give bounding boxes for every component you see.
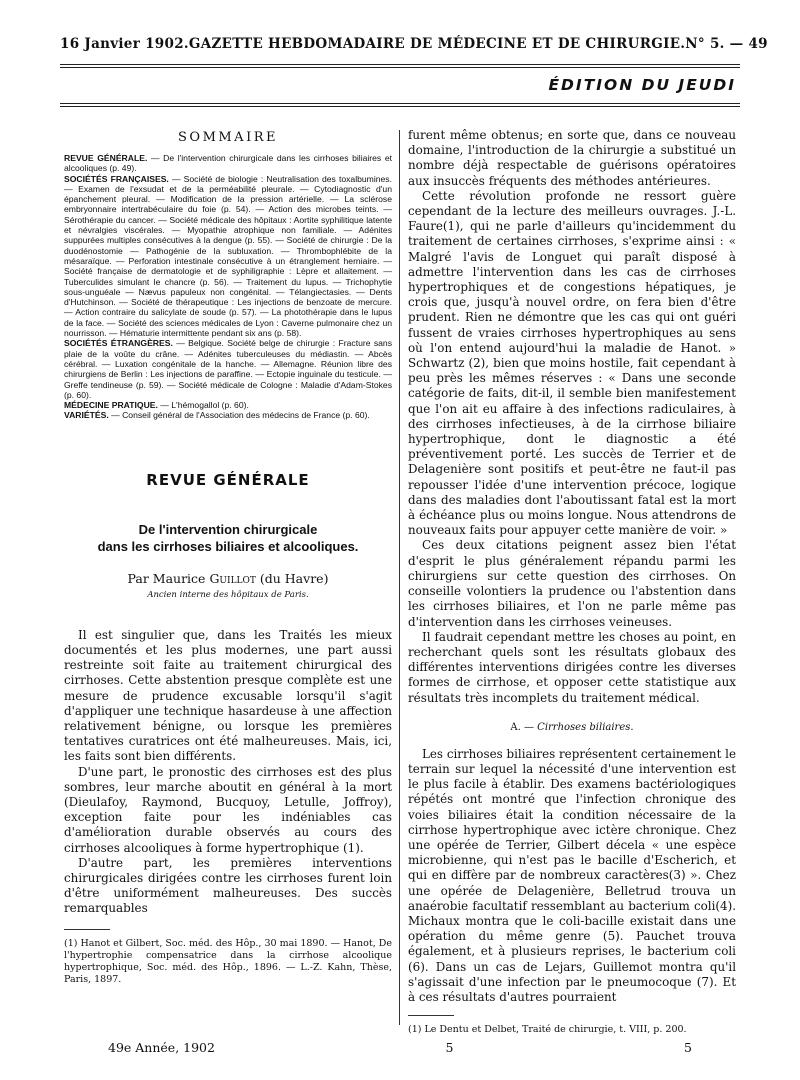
sommaire-entry-text: — De l'intervention chirurgicale dans les cirrhoses biliaires et alcooliques (p. 49). bbox=[64, 153, 392, 174]
sommaire-entry-head: SOCIÉTÉS FRANÇAISES. bbox=[64, 173, 169, 184]
sommaire-title: SOMMAIRE bbox=[178, 130, 278, 145]
subsection-heading bbox=[408, 722, 736, 733]
sommaire-entry-text: — L'hémogallol (p. 60). bbox=[157, 400, 249, 411]
sommaire-list bbox=[64, 153, 392, 421]
paragraph: Cette révolution profonde ne ressort guère cependant de la lecture des meilleurs ouvrages. J.-L. Faure(1), qui ne parle d'ailleurs qu'incidemment du traitement de certaines cirrhoses, s'exprime ainsi : « Malgré l'avis de Longuet qui paraît disposé à admettre l'intervention dans les cas de cirrhoses hypertrophiques et de congestions hépatiques, je crois que, jusqu'à nouvel ordre, on fera bien d'être prudent. Rien ne démontre que les cas qui ont guéri fussent de vraies cirrhoses hypertrophiques au sens où l'on entend aujourd'hui la maladie de Hanot. » Schwartz (2), bien que moins hostile, fait cependant à peu près les mêmes réserves : « Dans une seconde catégorie de faits, dit-il, il semble bien manifestement que l'on ait eu affaire à des infections radiculaires, à des cirrhoses infectieuses, à de la cirrhose biliaire hypertrophique, dont le diagnostic a été préventivement porté. Les succès de Terrier et de Delagenière sont positifs et peut-être ne faut-il pas repousser l'idée d'une intervention précoce, logique dans des maladies dont l'aboutissant fatal est la mort à échéance plus ou moins longue. Nous attendrons de nouveaux faits pour appuyer cette manière de voir. » bbox=[408, 188, 736, 538]
author-suffix: (du Havre) bbox=[255, 570, 329, 586]
article-title-line: De l'intervention chirurgicale bbox=[138, 521, 318, 537]
article-title bbox=[64, 521, 392, 555]
sommaire-entry-head: REVUE GÉNÉRALE. bbox=[64, 153, 148, 163]
edition-rule-bottom bbox=[60, 106, 740, 107]
sommaire-entry bbox=[64, 400, 392, 410]
paragraph: furent même obtenus; en sorte que, dans ce nouveau domaine, l'introduction de la chirurgie a substitué un nombre déjà respectable de guérisons opératoires aux insuccès fréquents des méthodes antérieures. bbox=[408, 128, 736, 188]
article-body-left bbox=[64, 628, 392, 917]
paragraph: D'une part, le pronostic des cirrhoses est des plus sombres, leur marche aboutit en général à la mort (Dieulafoy, Raymond, Bucquoy, Letulle, Joffroy), exception faite pour les indéniables cas d'amélioration durable observés au cours des cirrhoses alcooliques à forme hypertrophique (1). bbox=[64, 764, 392, 855]
right-column bbox=[408, 128, 736, 1036]
paragraph: D'autre part, les premières interventions chirurgicales dirigées contre les cirrhoses furent loin d'être uniformément malheureuses. Des succès remarquables bbox=[64, 855, 392, 916]
footnote: (1) Hanot et Gilbert, Soc. méd. des Hôp., 30 mai 1890. — Hanot, De l'hypertrophie compensatrice dans la cirrhose alcoolique hypertrophique, Soc. méd. des Hôp., 1896. — L.-Z. Kahn, Thèse, Paris, 1897. bbox=[64, 937, 392, 985]
sommaire-entry bbox=[64, 410, 392, 420]
sommaire-entry bbox=[64, 153, 392, 174]
edition-label: ÉDITION DU JEUDI bbox=[548, 76, 736, 94]
sommaire-entry-head: SOCIÉTÉS ÉTRANGÈRES. bbox=[64, 338, 173, 349]
header-rule-top bbox=[60, 64, 740, 65]
author-prefix: Par Maurice bbox=[127, 570, 210, 586]
sommaire-entry-head: VARIÉTÉS. bbox=[64, 410, 109, 421]
header-journal-title: GAZETTE HEBDOMADAIRE DE MÉDECINE ET DE CHIRURGIE. bbox=[188, 36, 686, 52]
footer-signature: 5 bbox=[445, 1040, 454, 1055]
edition-rule-top bbox=[60, 103, 740, 104]
section-title: REVUE GÉNÉRALE bbox=[146, 470, 310, 489]
page-footer bbox=[108, 1040, 692, 1055]
footnote-rule bbox=[408, 1015, 454, 1016]
header-date: 16 Janvier 1902. bbox=[60, 36, 189, 52]
paragraph: Il faudrait cependant mettre les choses au point, en recherchant quels sont les résultats globaux des différentes interventions dirigées contre les diverses formes de cirrhose, et opposer cette statistique aux résultats très incomplets du traitement médical. bbox=[408, 629, 736, 705]
paragraph: Ces deux citations peignent assez bien l'état d'esprit le plus généralement répandu parmi les chirurgiens sur cette question des cirrhoses. On conseille volontiers la prudence ou l'abstention dans les cirrhoses biliaires, et l'on ne parle même pas d'intervention dans les cirrhoses veineuses. bbox=[408, 538, 736, 629]
header-rule-bottom bbox=[60, 67, 740, 68]
article-body-right bbox=[408, 128, 736, 706]
subhead-title: Cirrhoses biliaires. bbox=[537, 721, 634, 733]
column-divider bbox=[399, 130, 400, 1025]
footer-page: 5 bbox=[684, 1040, 692, 1055]
sommaire-entry bbox=[64, 174, 392, 339]
author-name: Guillot bbox=[209, 570, 256, 586]
author-affiliation: Ancien interne des hôpitaux de Paris. bbox=[147, 589, 309, 600]
footnotes-right bbox=[408, 1024, 736, 1036]
paragraph: Les cirrhoses biliaires représentent certainement le terrain sur lequel la nécessité d'une intervention est le plus facile à établir. Des examens bactériologiques répétés ont montré que l'infection chronique des voies biliaires était la condition nécessaire de la cirrhose hypertrophique avec ictère chronique. Chez une opérée de Terrier, Gilbert décela « une espèce microbienne, qui n'est pas le bacille d'Escherich, et qui en diffère par de nombreux caractères(3) ». Chez une opérée de Delagenière, Belletrud trouva un anaérobie facultatif ressemblant au bacterium coli(4). Michaux montra que le coli-bacille existait dans une opération du même genre (5). Pauchet trouva également, et à plusieurs reprises, le bacterium coli (6). Dans un cas de Lejars, Guillemot montra qu'il s'agissait d'une infection par le pneumocoque (7). Et à ces résultats d'autres pourraient bbox=[408, 746, 736, 1004]
article-author bbox=[64, 571, 392, 586]
sommaire-entry bbox=[64, 338, 392, 400]
footnotes-left bbox=[64, 938, 392, 986]
left-column bbox=[64, 128, 392, 1036]
sommaire-entry-text: — Belgique. Société belge de chirurgie : Fracture sans plaie de la voûte du crâne. — Adénites tuberculeuses du médiastin. — Abcès cérébral. — Luxation congénitale de la hanche. — Allemagne. Réunion libre des chirurgiens de Berlin : Les injections de paraffine. — Ectopie inguinale du testicule. — Greffe tendineuse (p. 59). — Société médicale de Cologne : Maladie d'Adam-Stokes (p. 60). bbox=[64, 338, 392, 400]
footer-year: 49e Année, 1902 bbox=[108, 1040, 215, 1055]
article-body-right-2 bbox=[408, 747, 736, 1005]
sommaire-entry-text: — Société de biologie : Neutralisation des toxalbumines. — Examen de l'exsudat et de la perméabilité pleurale. — Cytodiagnostic d'un épanchement pleural. — Modification de la pression artérielle. — La sclérose embryonnaire intertrabéculaire du foie (p. 54). — Action des microbes teints. — Sérothérapie du cancer. — Société médicale des hôpitaux : Aortite syphilitique latente et névralgies viscérales. — Myopathie atrophique non familiale. — Adénites suppurées multiples consécutives à la dengue (p. 55). — Société de chirurgie : De la duodénostomie — Pathogénie de la subluxation. — Thrombophlébite de la mésaraïque. — Perforation intestinale consécutive à un étranglement herniaire. — Société française de dermatologie et de syphiligraphie : Lèpre et allaitement. — Tuberculides simulant le chancre (p. 56). — Traitement du lupus. — Trichophytie sous-unguéale — Nævus papuleux non congénital. — Télangiectasies. — Dents d'Hutchinson. — Société de thérapeutique : Les injections de benzoate de mercure. — Action contraire du salicylate de soude (p. 57). — La photothérapie dans le lupus de la face. — Société des sciences médicales de Lyon : Caverne pulmonaire chez un nourrisson. — Hématurie intermittente pendant six ans (p. 58). bbox=[64, 173, 392, 339]
footnote-rule bbox=[64, 929, 110, 930]
footnote: (1) Le Dentu et Delbet, Traité de chirurgie, t. VIII, p. 200. bbox=[408, 1024, 687, 1036]
sommaire-entry-head: MÉDECINE PRATIQUE. bbox=[64, 400, 158, 411]
paragraph: Il est singulier que, dans les Traités les mieux documentés et les plus modernes, une part aussi restreinte soit faite au traitement chirurgical des cirrhoses. Cette abstention presque complète est une mesure de prudence excusable lorsqu'il s'agit d'appliquer une technique hasardeuse à une affection relativement bénigne, ou lorsque les premières tentatives curatrices ont été malheureuses. Mais, ici, les faits sont bien différents. bbox=[64, 627, 392, 764]
article-title-line: dans les cirrhoses biliaires et alcooliques. bbox=[97, 538, 359, 554]
header-page-number: N° 5. — 49 bbox=[685, 36, 768, 52]
sommaire-entry-text: — Conseil général de l'Association des médecins de France (p. 60). bbox=[108, 410, 370, 421]
running-header bbox=[60, 36, 768, 58]
subhead-prefix: A. — bbox=[510, 721, 538, 733]
